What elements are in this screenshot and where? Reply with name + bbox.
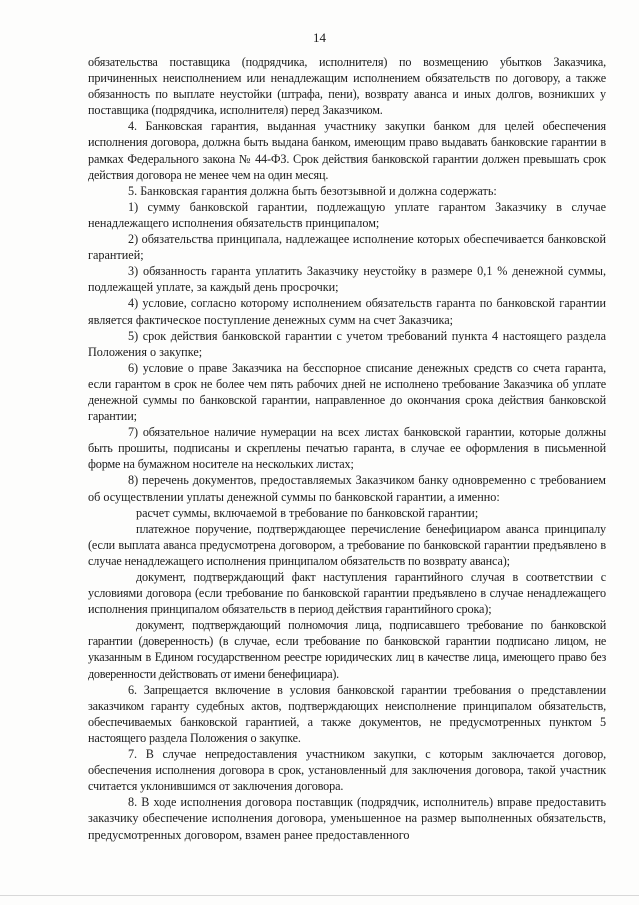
paragraph-continuation: обязательства поставщика (подрядчика, исполнителя) по возмещению убытков Заказчика, причиненных неисполнением или ненадлежащим исполнением обязательств по договору, а также обязанность по выплате неустойки (штрафа, пени), возврату аванса и иных долгов, возникших у поставщика (подрядчика, исполнителя) перед Заказчиком. (88, 55, 606, 118)
paragraph-doc-calculation: расчет суммы, включаемой в требование по банковской гарантии; (136, 505, 479, 520)
paragraph-doc-authority: документ, подтверждающий полномочия лица, подписавшего требование по банковской гарантии (доверенность) (в случае, если требование по банковской гарантии подписано лицом, не указанным в Едином государственном реестре юридических лиц в качестве лица, имеющего право без доверенности действовать от имени бенефициара). (88, 618, 606, 681)
scan-bottom-edge (0, 895, 639, 896)
paragraph-item-8: 8. В ходе исполнения договора поставщик (подрядчик, исполнитель) вправе предоставить заказчику обеспечение исполнения договора, уменьшенное на размер выполненных обязательств, предусмотренных договором, взамен ранее предоставленного (88, 795, 606, 842)
paragraph-subitem-6: 6) условие о праве Заказчика на бесспорное списание денежных средств со счета гаранта, если гарантом в срок не более чем пять рабочих дней не исполнено требование Заказчика об уплате денежной суммы по банковской гарантии, направленное до окончания срока действия банковской гарантии; (88, 360, 606, 424)
paragraph-doc-guarantee-event: документ, подтверждающий факт наступления гарантийного случая в соответствии с условиями договора (если требование по банковской гарантии предъявлено в случае ненадлежащего исполнения принципалом обязательств в период действия гарантийного срока); (88, 570, 606, 617)
paragraph-item-4: 4. Банковская гарантия, выданная участнику закупки банком для целей обеспечения исполнения договора, должна быть выдана банком, имеющим право выдавать банковские гарантии в рамках Федерального закона № 44-ФЗ. Срок действия банковской гарантии должен превышать срок действия договора не менее чем на один месяц. (88, 119, 606, 182)
paragraph-doc-payment-order: платежное поручение, подтверждающее перечисление бенефициаром аванса принципалу (если выплата аванса предусмотрена договором, а требование по банковской гарантии предъявлено в случае ненадлежащего исполнения принципалом обязательств по возврату аванса); (88, 521, 606, 568)
paragraph-subitem-1: 1) сумму банковской гарантии, подлежащую уплате гарантом Заказчику в случае ненадлежащего исполнения обязательств принципалом; (88, 199, 606, 230)
page-number: 14 (313, 30, 326, 45)
paragraph-subitem-5: 5) срок действия банковской гарантии с учетом требований пункта 4 настоящего раздела Положения о закупке; (88, 328, 606, 359)
paragraph-subitem-3: 3) обязанность гаранта уплатить Заказчику неустойку в размере 0,1 % денежной суммы, подлежащей уплате, за каждый день просрочки; (88, 264, 606, 295)
page-body (88, 54, 606, 843)
paragraph-item-6: 6. Запрещается включение в условия банковской гарантии требования о представлении заказчиком гаранту судебных актов, подтверждающих неисполнение принципалом обязательств, обеспечиваемых банковской гарантией, а также документов, не предусмотренных пунктом 5 настоящего раздела Положения о закупке. (88, 682, 606, 745)
paragraph-subitem-7: 7) обязательное наличие нумерации на всех листах банковской гарантии, которые должны быть прошиты, подписаны и скреплены печатью гаранта, в случае ее оформления в письменной форме на бумажном носителе на нескольких листах; (88, 425, 606, 472)
paragraph-subitem-2: 2) обязательства принципала, надлежащее исполнение которых обеспечивается банковской гарантией; (88, 232, 606, 263)
paragraph-subitem-8: 8) перечень документов, предоставляемых Заказчиком банку одновременно с требованием об осуществлении уплаты денежной суммы по банковской гарантии, а именно: (88, 473, 606, 504)
paragraph-subitem-4: 4) условие, согласно которому исполнением обязательств гаранта по банковской гарантии является фактическое поступление денежных сумм на счет Заказчика; (88, 296, 606, 327)
paragraph-item-7: 7. В случае непредоставления участником закупки, с которым заключается договор, обеспечения исполнения договора в срок, установленный для заключения договора, такой участник считается уклонившимся от заключения договора. (88, 747, 606, 794)
paragraph-item-5: 5. Банковская гарантия должна быть безотзывной и должна содержать: (128, 183, 497, 198)
